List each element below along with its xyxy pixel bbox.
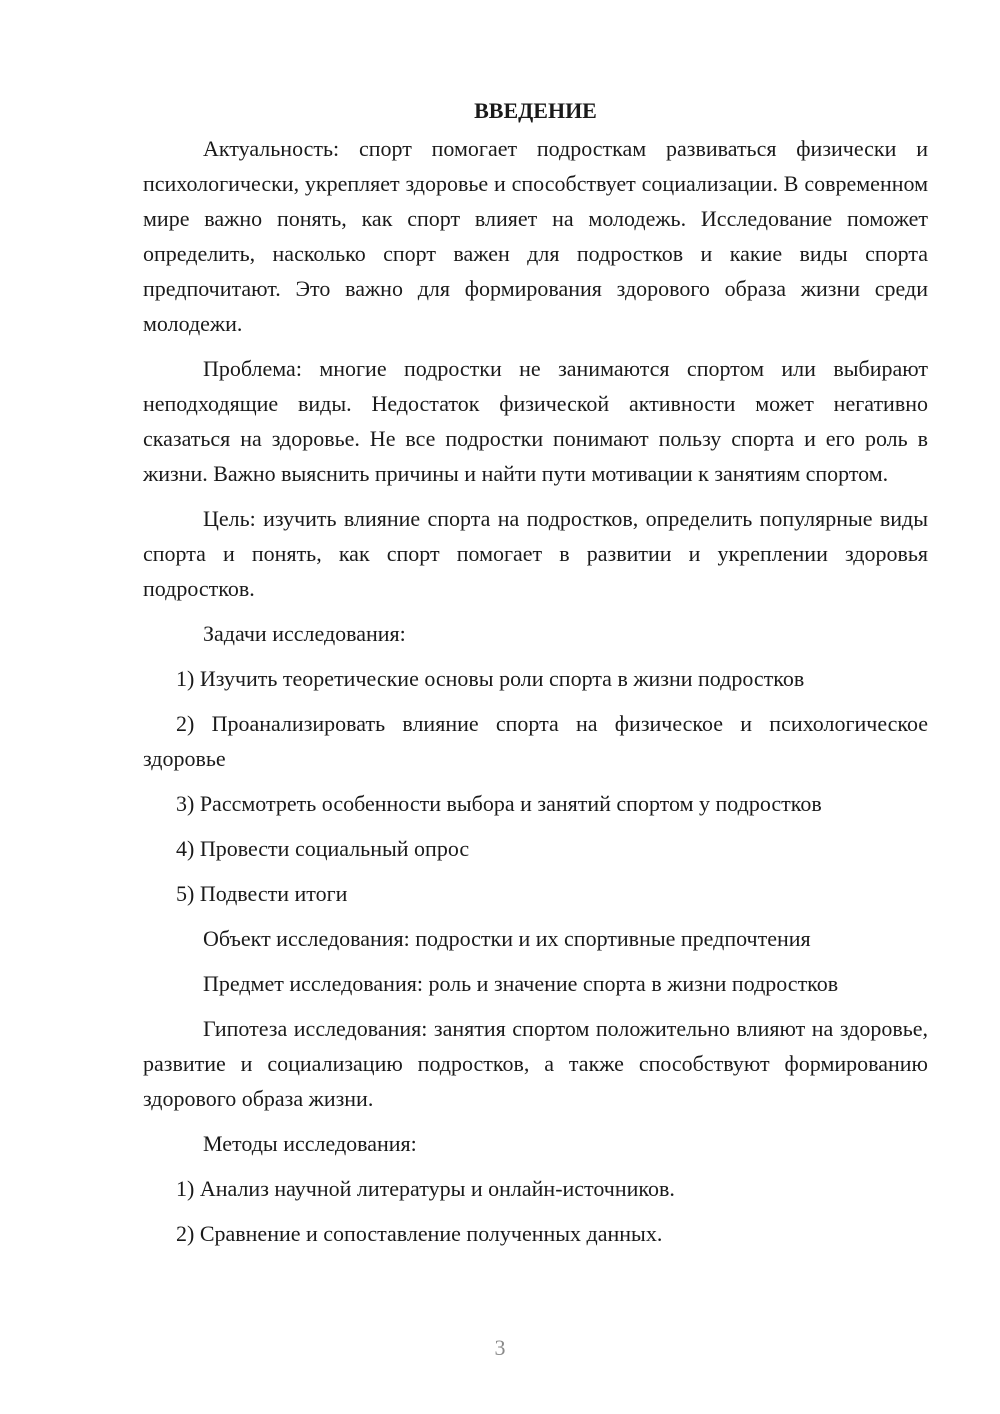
task-item-1: 1) Изучить теоретические основы роли спорта в жизни подростков [176,666,805,691]
method-item-1: 1) Анализ научной литературы и онлайн-источников. [176,1176,675,1201]
object-paragraph: Объект исследования: подростки и их спортивные предпочтения [203,926,811,951]
subject-paragraph: Предмет исследования: роль и значение спорта в жизни подростков [203,971,839,996]
task-item-5: 5) Подвести итоги [176,881,348,906]
task-item-4: 4) Провести социальный опрос [176,836,470,861]
document-page [143,96,928,1261]
task-item-3: 3) Рассмотреть особенности выбора и занятий спортом у подростков [176,791,822,816]
task-item-2: 2) Проанализировать влияние спорта на физическое и психологическое здоровье [143,711,928,771]
goal-paragraph: Цель: изучить влияние спорта на подростков, определить популярные виды спорта и понять, как спорт помогает в развитии и укреплении здоровья подростков. [143,506,928,601]
problem-paragraph: Проблема: многие подростки не занимаются спортом или выбирают неподходящие виды. Недостаток физической активности может негативно сказаться на здоровье. Не все подростки понимают пользу спорта и его роль в жизни. Важно выяснить причины и найти пути мотивации к занятиям спортом. [143,356,928,486]
relevance-paragraph: Актуальность: спорт помогает подросткам развиваться физически и психологически, укрепляет здоровье и способствует социализации. В современном мире важно понять, как спорт влияет на молодежь. Исследование поможет определить, насколько спорт важен для подростков и какие виды спорта предпочитают. Это важно для формирования здорового образа жизни среди молодежи. [143,136,928,336]
hypothesis-paragraph: Гипотеза исследования: занятия спортом положительно влияют на здоровье, развитие и социализацию подростков, а также способствуют формированию здорового образа жизни. [143,1016,928,1111]
tasks-heading: Задачи исследования: [203,621,406,646]
methods-heading: Методы исследования: [203,1131,417,1156]
page-number: 3 [494,1335,506,1360]
method-item-2: 2) Сравнение и сопоставление полученных данных. [176,1221,663,1246]
section-title: ВВЕДЕНИЕ [474,98,597,123]
